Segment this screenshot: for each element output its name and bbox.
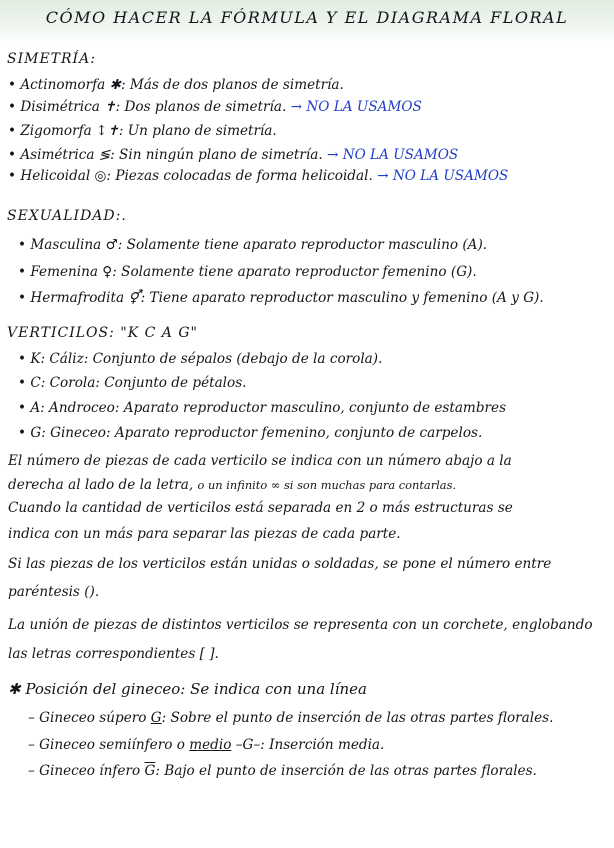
paragraph-line: las letras correspondientes [ ]. [8, 646, 219, 662]
paragraph-line [8, 477, 456, 493]
list-item: • Masculina ♂: Solamente tiene aparato reproductor masculino (A). [18, 237, 488, 253]
list-item [28, 710, 553, 726]
list-item: • A: Androceo: Aparato reproductor masculino, conjunto de estambres [18, 400, 507, 416]
gineceo-symbol: G [150, 710, 162, 726]
item-text: • Helicoidal ◎: Piezas colocadas de forma helicoidal. [8, 168, 373, 184]
page-title: CÓMO HACER LA FÓRMULA Y EL DIAGRAMA FLORAL [45, 8, 569, 27]
list-item: • C: Corola: Conjunto de pétalos. [18, 375, 247, 391]
item-text: • Actinomorfa ✱: Más de dos planos de simetría. [8, 77, 344, 93]
item-text: : Sobre el punto de inserción de las otras partes florales. [161, 710, 554, 726]
section-heading-sexualidad: SEXUALIDAD:. [7, 208, 127, 224]
paragraph-line: paréntesis (). [8, 584, 100, 600]
list-item [8, 147, 458, 163]
item-text: • Asimétrica ≶: Sin ningún plano de simetría. [8, 147, 323, 163]
list-item: • G: Gineceo: Aparato reproductor femenino, conjunto de carpelos. [18, 425, 483, 441]
item-text: – Gineceo semiínfero o [28, 737, 190, 753]
section-heading-verticilos: VERTICILOS: "K C A G" [7, 325, 198, 341]
item-text: • Disimétrica ✝: Dos planos de simetría. [8, 99, 287, 115]
item-note: → NO LA USAMOS [290, 99, 422, 115]
item-note: → NO LA USAMOS [326, 147, 459, 163]
list-item: • K: Cáliz: Conjunto de sépalos (debajo de la corola). [18, 351, 383, 367]
paragraph-line: Cuando la cantidad de verticilos está separada en 2 o más estructuras se [8, 500, 513, 516]
list-item [28, 763, 537, 779]
list-item [8, 99, 422, 115]
item-text: – Gineceo ínfero [28, 763, 145, 779]
item-note: → NO LA USAMOS [377, 168, 509, 184]
list-item [8, 123, 277, 139]
paragraph-line: indica con un más para separar las piezas de cada parte. [8, 526, 401, 542]
list-item [8, 168, 508, 184]
section-heading-gineceo: ✱ Posición del gineceo: Se indica con una línea [8, 680, 367, 698]
paragraph-line: El número de piezas de cada verticilo se indica con un número abajo a la [8, 453, 512, 469]
list-item [8, 77, 344, 93]
list-item [28, 737, 384, 753]
paragraph-small-note: o un infinito ∞ si son muchas para contarlas. [197, 478, 457, 492]
item-text: • Zigomorfa ↕✝: Un plano de simetría. [8, 123, 277, 139]
paragraph-text: derecha al lado de la letra, [8, 477, 194, 493]
gineceo-symbol: $\overline{G}$ [144, 763, 156, 779]
list-item: • Femenina ♀: Solamente tiene aparato reproductor femenino (G). [18, 264, 477, 280]
section-heading-simetria: SIMETRÍA: [7, 51, 96, 67]
list-item: • Hermafrodita ⚥: Tiene aparato reproductor masculino y femenino (A y G). [18, 290, 544, 306]
underlined-word: medio [189, 737, 232, 753]
paragraph-line: La unión de piezas de distintos verticilos se representa con un corchete, englobando [8, 617, 593, 633]
item-text: : Bajo el punto de inserción de las otras partes florales. [155, 763, 537, 779]
item-text: – Gineceo súpero [28, 710, 151, 726]
paragraph-line: Si las piezas de los verticilos están unidas o soldadas, se pone el número entre [8, 556, 552, 572]
item-text: –G–: Inserción media. [231, 737, 385, 753]
